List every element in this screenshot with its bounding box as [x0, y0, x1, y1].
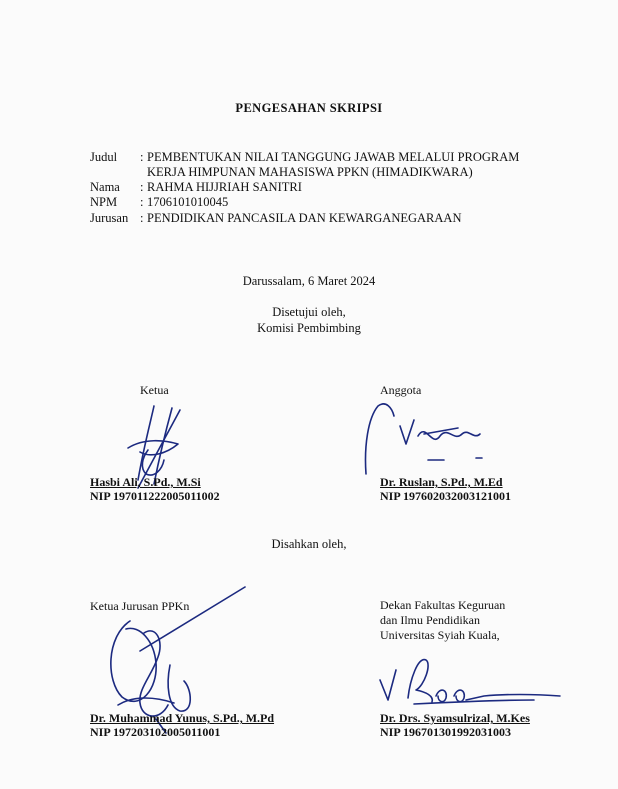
- anggota-signature: [362, 398, 512, 478]
- npm-colon: :: [140, 195, 144, 209]
- dekan-nip: NIP 196701301992031003: [380, 725, 512, 739]
- document-title: PENGESAHAN SKRIPSI: [235, 101, 383, 115]
- jurusan-label: Jurusan: [90, 211, 129, 225]
- judul-colon: :: [140, 150, 144, 164]
- place-date: Darussalam, 6 Maret 2024: [242, 274, 376, 288]
- judul-label: Judul: [90, 150, 118, 164]
- jurusan-value: PENDIDIKAN PANCASILA DAN KEWARGANEGARAAN: [147, 211, 462, 225]
- ketua-jurusan-name: Dr. Muhammad Yunus, S.Pd., M.Pd: [90, 711, 275, 725]
- jurusan-colon: :: [140, 211, 144, 225]
- ketua-nip: NIP 197011222005011002: [90, 489, 220, 503]
- anggota-role: Anggota: [380, 383, 422, 397]
- judul-value-line2: KERJA HIMPUNAN MAHASISWA PPKN (HIMADIKWARA): [147, 165, 473, 179]
- committee-label: Komisi Pembimbing: [257, 321, 361, 335]
- ratified-by-label: Disahkan oleh,: [271, 537, 347, 551]
- dekan-signature: [374, 650, 564, 710]
- anggota-nip: NIP 197602032003121001: [380, 489, 512, 503]
- npm-label: NPM: [90, 195, 118, 209]
- dekan-role-line1: Dekan Fakultas Keguruan: [380, 598, 506, 612]
- ketua-role: Ketua: [140, 383, 169, 397]
- npm-value: 1706101010045: [147, 195, 229, 209]
- ketua-name: Hasbi Ali, S.Pd., M.Si: [90, 475, 201, 489]
- nama-value: RAHMA HIJJRIAH SANITRI: [147, 180, 302, 194]
- dekan-role-line3: Universitas Syiah Kuala,: [380, 628, 500, 642]
- anggota-name: Dr. Ruslan, S.Pd., M.Ed: [380, 475, 503, 489]
- ketua-jurusan-nip: NIP 197203102005011001: [90, 725, 221, 739]
- dekan-role-line2: dan Ilmu Pendidikan: [380, 613, 480, 627]
- approved-by-label: Disetujui oleh,: [272, 305, 346, 319]
- judul-value-line1: PEMBENTUKAN NILAI TANGGUNG JAWAB MELALUI PROGRAM: [147, 150, 520, 164]
- nama-colon: :: [140, 180, 144, 194]
- nama-label: Nama: [90, 180, 120, 194]
- dekan-name: Dr. Drs. Syamsulrizal, M.Kes: [380, 711, 530, 725]
- ketua-jurusan-role: Ketua Jurusan PPKn: [90, 599, 190, 613]
